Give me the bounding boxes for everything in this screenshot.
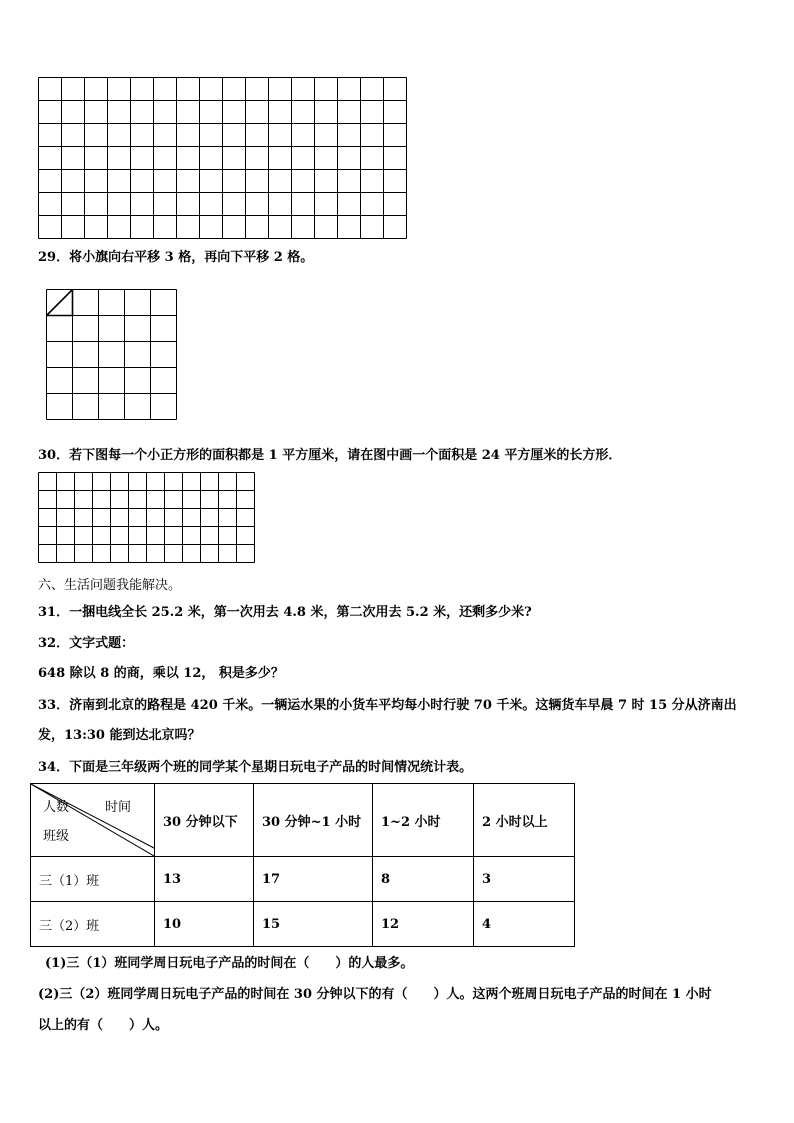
row-header: 三（1）班 [31, 857, 155, 902]
table-cell: 13 [155, 857, 254, 902]
area-grid [38, 472, 260, 576]
section-6-heading: 六、生活问题我能解决。 [38, 578, 182, 593]
question-33-line-2: 发，13:30 能到达北京吗？ [38, 728, 201, 743]
table-cell: 15 [254, 902, 373, 947]
column-header: 30 分钟~1 小时 [254, 784, 373, 857]
question-34-sub-2-line-2: 以上的有（ ）人。 [38, 1018, 169, 1033]
question-34-sub-1: (1)三（1）班同学周日玩电子产品的时间在（ ）的人最多。 [45, 956, 414, 971]
question-32: 32．文字式题： [38, 636, 135, 651]
table-cell: 17 [254, 857, 373, 902]
flag-icon [47, 290, 73, 316]
table-cell: 12 [373, 902, 474, 947]
question-34: 34．下面是三年级两个班的同学某个星期日玩电子产品的时间情况统计表。 [38, 760, 473, 775]
corner-label-people: 人数 [43, 800, 70, 815]
table-cell: 10 [155, 902, 254, 947]
table-row [31, 857, 575, 902]
column-header: 2 小时以上 [474, 784, 575, 857]
question-32-body: 648 除以 8 的商，乘以 12， 积是多少？ [38, 666, 284, 681]
question-31: 31．一捆电线全长 25.2 米，第一次用去 4.8 米，第二次用去 5.2 米，还剩多少米? [38, 605, 532, 620]
corner-label-time: 时间 [105, 800, 132, 815]
table-cell: 3 [474, 857, 575, 902]
question-34-sub-2-line-1: (2)三（2）班同学周日玩电子产品的时间在 30 分钟以下的有（ ）人。这两个班周日玩电子产品的时间在 1 小时 [38, 987, 712, 1002]
table-cell: 4 [474, 902, 575, 947]
question-30: 30．若下图每一个小正方形的面积都是 1 平方厘米，请在图中画一个面积是 24 平方厘米的长方形． [38, 448, 622, 463]
table-row [31, 902, 575, 947]
table-corner-cell [31, 784, 155, 857]
question-29: 29．将小旗向右平移 3 格，再向下平移 2 格。 [38, 250, 314, 265]
column-header: 1~2 小时 [373, 784, 474, 857]
row-header: 三（2）班 [31, 902, 155, 947]
corner-label-class: 班级 [43, 829, 70, 844]
stats-table [30, 783, 575, 947]
question-33-line-1: 33．济南到北京的路程是 420 千米。一辆运水果的小货车平均每小时行驶 70 千米。这辆货车早晨 7 时 15 分从济南出 [38, 698, 737, 713]
corner-diagonals [31, 784, 154, 856]
top-grid [38, 77, 410, 241]
table-cell: 8 [373, 857, 474, 902]
flag-grid [46, 289, 180, 423]
table-header-row [31, 784, 575, 857]
column-header: 30 分钟以下 [155, 784, 254, 857]
